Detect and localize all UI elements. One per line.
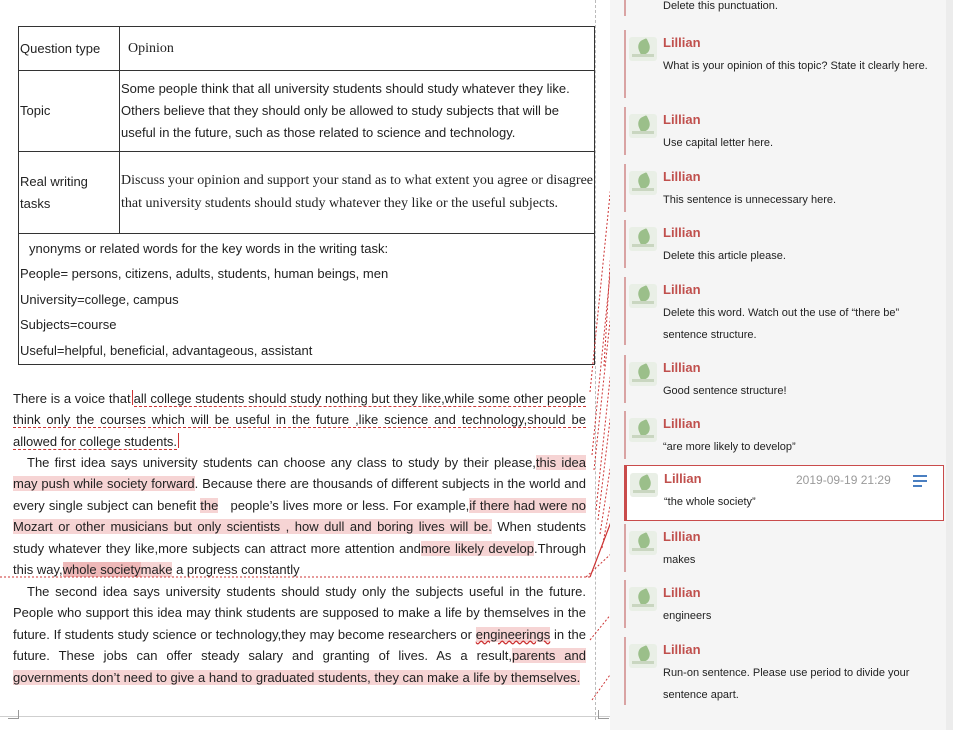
avatar-icon bbox=[629, 362, 657, 386]
essay-text: . Because there are thousands of different subjects in the world and every single subject can benefit bbox=[13, 476, 586, 513]
comment-author: Lillian bbox=[663, 360, 701, 375]
essay-text: The first idea says university students can choose any class to study by their please, bbox=[27, 455, 536, 470]
comment-card[interactable] bbox=[624, 107, 944, 155]
essay-text-highlight-active[interactable]: whole society bbox=[62, 562, 141, 578]
comment-author: Lillian bbox=[663, 529, 701, 544]
comment-bar bbox=[624, 524, 626, 572]
essay-text-highlight[interactable]: if there had were no Mozart or other musicians but only scientists , how dull and boring lives will be. bbox=[13, 497, 587, 535]
comment-text: “are more likely to develop” bbox=[663, 441, 796, 453]
comment-author: Lillian bbox=[663, 585, 701, 600]
essay-text-highlight[interactable]: the bbox=[200, 497, 219, 513]
comment-bar bbox=[625, 466, 627, 520]
avatar-icon bbox=[629, 284, 657, 308]
table-row-label: Real writing tasks bbox=[19, 152, 120, 234]
comment-card-active[interactable] bbox=[624, 465, 944, 521]
essay-text-highlight[interactable]: this idea may push while society forward bbox=[13, 455, 587, 492]
pane-scrollbar[interactable] bbox=[946, 0, 953, 730]
comment-text: Delete this article please. bbox=[663, 250, 786, 262]
comment-text: makes bbox=[663, 554, 696, 566]
essay-text: in the future. These jobs can offer steady salary and granting of lives. As a result, bbox=[13, 626, 586, 664]
essay-text: When students study whatever they like,more subjects can attract more attention and bbox=[13, 519, 586, 556]
essay-text-commented[interactable]: all college students should study nothing but they like,while some other people think only the courses which will be useful in the future ,like science and technology,should be allowed for college students. bbox=[13, 391, 586, 449]
comment-author: Lillian bbox=[663, 169, 701, 184]
synonym-line: University=college, campus bbox=[20, 291, 179, 307]
avatar-icon bbox=[629, 644, 657, 668]
comment-author: Lillian bbox=[663, 282, 701, 297]
comment-bar bbox=[624, 580, 626, 628]
comment-bar bbox=[624, 107, 626, 155]
comment-card[interactable] bbox=[624, 30, 944, 98]
comment-card[interactable] bbox=[624, 524, 944, 572]
table-row-value: Discuss your opinion and support your stand as to what extent you agree or disagree that university students should study whatever they like or the useful subjects. bbox=[120, 152, 595, 234]
synonym-line: People= persons, citizens, adults, students, human beings, men bbox=[20, 266, 389, 282]
essay-text: .Through this way, bbox=[13, 540, 586, 578]
avatar-icon bbox=[629, 37, 657, 61]
comment-author: Lillian bbox=[663, 35, 701, 50]
avatar-icon bbox=[630, 473, 658, 497]
comment-text: Delete this word. Watch out the use of “there be” sentence structure. bbox=[663, 307, 900, 341]
avatar-icon bbox=[629, 531, 657, 555]
comment-card[interactable] bbox=[624, 277, 944, 345]
essay-text: a progress constantly bbox=[176, 562, 300, 578]
comment-bar bbox=[624, 355, 626, 403]
comment-card[interactable] bbox=[624, 637, 944, 705]
comment-text: engineers bbox=[663, 610, 712, 622]
comment-bar bbox=[624, 164, 626, 212]
table-row-label: Topic bbox=[19, 71, 120, 152]
comment-text: Run-on sentence. Please use period to divide your sentence apart. bbox=[663, 667, 910, 701]
comment-text: Good sentence structure! bbox=[663, 385, 787, 397]
comment-bar bbox=[624, 277, 626, 345]
avatar-icon bbox=[629, 227, 657, 251]
comment-text: Delete this punctuation. bbox=[663, 0, 778, 12]
essay-text: The second idea says university students should study only the subjects useful in the future. People who support this idea may think students are supposed to make a life by themselves in the future. If students study science or technology,they may become researchers or bbox=[13, 584, 586, 642]
comment-card[interactable] bbox=[624, 164, 944, 212]
comment-text: Use capital letter here. bbox=[663, 137, 774, 149]
comment-card[interactable] bbox=[624, 220, 944, 268]
essay-text: There is a voice that bbox=[13, 391, 131, 406]
comment-bar bbox=[624, 411, 626, 459]
table-row-label: Question type bbox=[19, 27, 120, 71]
comment-menu-icon[interactable] bbox=[908, 472, 932, 490]
avatar-icon bbox=[629, 171, 657, 195]
essay-text-highlight[interactable]: parents and governments don’t need to give a hand to graduated students, they can make a life by themselves. bbox=[13, 648, 586, 685]
comment-bar bbox=[624, 30, 626, 98]
comment-date: 2019-09-19 21:29 bbox=[796, 473, 891, 487]
table-row-value: Opinion bbox=[120, 27, 595, 71]
essay-text-highlight[interactable]: engineerings bbox=[475, 626, 551, 642]
essay-text-highlight[interactable]: more likely develop bbox=[420, 540, 534, 556]
comment-card[interactable] bbox=[624, 0, 944, 16]
comment-author: Lillian bbox=[663, 225, 701, 240]
comment-author: Lillian bbox=[664, 471, 702, 486]
comment-text: “the whole society” bbox=[664, 496, 756, 508]
comment-author: Lillian bbox=[663, 642, 701, 657]
comment-card[interactable] bbox=[624, 411, 944, 459]
essay-text: people’s lives more or less. For example, bbox=[230, 497, 470, 513]
comment-text: This sentence is unnecessary here. bbox=[663, 194, 837, 206]
comment-bar bbox=[624, 0, 626, 16]
essay-text-highlight[interactable]: make bbox=[140, 562, 173, 578]
comment-card[interactable] bbox=[624, 580, 944, 628]
synonym-line: Useful=helpful, beneficial, advantageous, assistant bbox=[20, 342, 313, 358]
comment-author: Lillian bbox=[663, 112, 701, 127]
avatar-icon bbox=[629, 114, 657, 138]
comment-card[interactable] bbox=[624, 355, 944, 403]
comment-bar bbox=[624, 637, 626, 705]
avatar-icon bbox=[629, 587, 657, 611]
comment-text: What is your opinion of this topic? State it clearly here. bbox=[663, 60, 928, 72]
comment-author: Lillian bbox=[663, 416, 701, 431]
table-row-value: Some people think that all university students should study whatever they like. Others believe that they should only be allowed to study subjects that will be useful in the future, such as those related to science and technology. bbox=[120, 71, 595, 152]
synonym-line: Subjects=course bbox=[20, 317, 117, 333]
avatar-icon bbox=[629, 418, 657, 442]
comment-bar bbox=[624, 220, 626, 268]
synonyms-heading: ynonyms or related words for the key words in the writing task: bbox=[29, 240, 389, 256]
